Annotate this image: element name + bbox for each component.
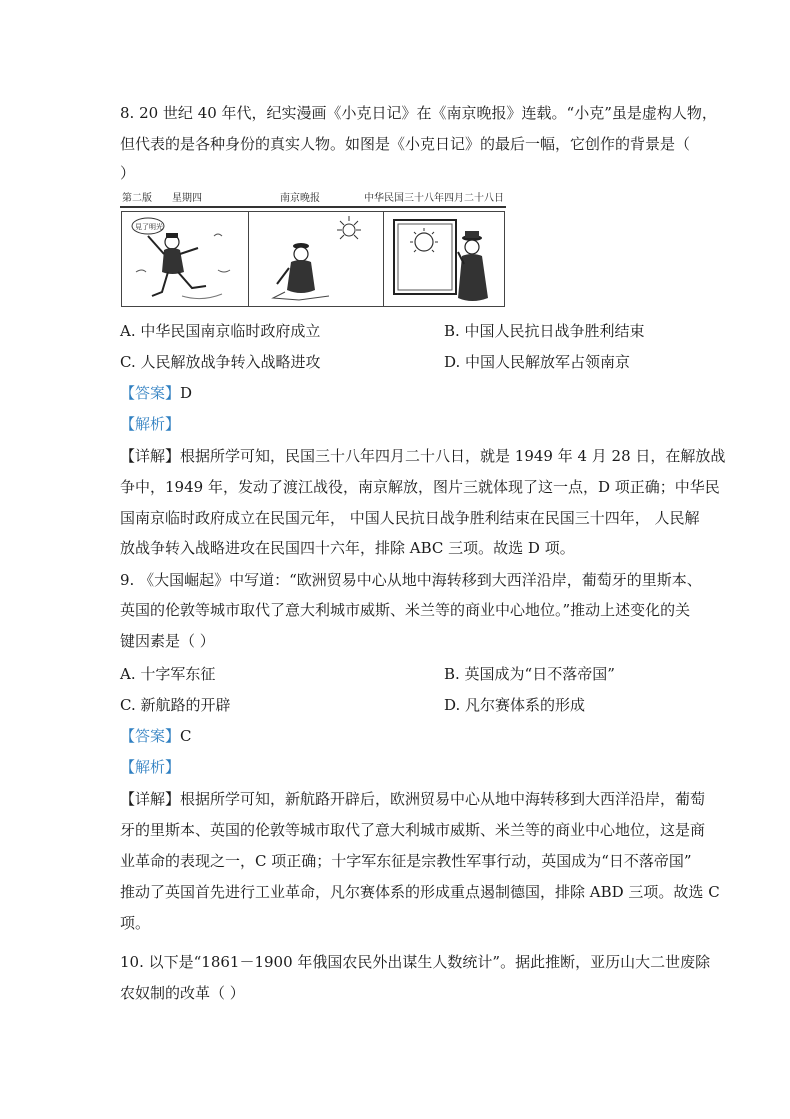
q9-detail-line-1: 【详解】根据所学可知，新航路开辟后，欧洲贸易中心从地中海转移到大西洋沿岸，葡萄: [120, 790, 706, 808]
q10-stem-line-2: 农奴制的改革（ ）: [120, 984, 245, 1002]
q8-answer-value: D: [180, 384, 193, 402]
q9-detail-line-4: 推动了英国首先进行工业革命，凡尔赛体系的形成重点遏制德国，排除 ABD 三项。故选 C: [120, 883, 720, 901]
q9-option-b[interactable]: B. 英国成为“日不落帝国”: [444, 665, 615, 683]
q8-stem-line-2: 但代表的是各种身份的真实人物。如图是《小克日记》的最后一幅，它创作的背景是（: [120, 135, 691, 153]
q9-stem-line-2: 英国的伦敦等城市取代了意大利城市威斯、米兰等的商业中心地位。”推动上述变化的关: [120, 601, 691, 619]
q10-stem-line-1: 10. 以下是“1861－1900 年俄国农民外出谋生人数统计”。据此推断，亚历山大二世废除: [120, 953, 711, 971]
q8-option-d[interactable]: D. 中国人民解放军占领南京: [444, 353, 631, 371]
q8-stem-line-1: 8. 20 世纪 40 年代，纪实漫画《小克日记》在《南京晚报》连载。“小克”虽是虚构人物，: [120, 104, 717, 122]
comic-header: [120, 191, 506, 207]
q8-answer: [120, 383, 192, 403]
q9-option-d[interactable]: D. 凡尔赛体系的形成: [444, 696, 586, 714]
comic-header-date: 中华民国三十八年四月二十八日: [364, 193, 504, 204]
q8-detail-line-2: 争中，1949 年，发动了渡江战役，南京解放，图片三就体现了这一点，D 项正确；中华民: [120, 478, 720, 496]
q8-answer-tag: 【答案】: [120, 384, 181, 402]
q9-answer-value: C: [180, 727, 192, 745]
dancing-figure-drawing: [122, 212, 248, 306]
q9-stem-line-1: 9. 《大国崛起》中写道：“欧洲贸易中心从地中海转移到大西洋沿岸，葡萄牙的里斯本、: [120, 571, 702, 589]
figure-at-window-drawing: [384, 212, 504, 306]
q9-analysis-tag: 【解析】: [120, 758, 181, 776]
comic-header-page: 第二版: [122, 193, 152, 204]
comic-speech-bubble: 見了明光: [135, 223, 163, 231]
figure-with-lamp-drawing: [249, 212, 383, 306]
q8-detail-line-1: 【详解】根据所学可知，民国三十八年四月二十八日，就是 1949 年 4 月 28 日，在解放战: [120, 447, 726, 465]
q8-option-b[interactable]: B. 中国人民抗日战争胜利结束: [444, 322, 645, 340]
q9-answer-tag: 【答案】: [120, 727, 181, 745]
comic-header-day: 星期四: [172, 193, 202, 204]
q8-option-c[interactable]: C. 人民解放战争转入战略进攻: [120, 353, 321, 371]
comic-panel-2: [249, 212, 384, 306]
comic-header-rule: [120, 206, 506, 208]
q9-detail-line-2: 牙的里斯本、英国的伦敦等城市取代了意大利城市威斯、米兰等的商业中心地位，这是商: [120, 821, 706, 839]
q9-detail-line-5: 项。: [120, 914, 151, 932]
comic-strip: [120, 191, 506, 308]
comic-panel-3: [384, 212, 504, 306]
q9-detail-line-3: 业革命的表现之一，C 项正确；十字军东征是宗教性军事行动，英国成为“日不落帝国”: [120, 852, 692, 870]
q8-analysis-tag: 【解析】: [120, 415, 181, 433]
q9-answer: [120, 726, 192, 746]
comic-panel-1: [122, 212, 249, 306]
q9-stem-line-3: 键因素是（ ）: [120, 632, 215, 650]
comic-panels: [121, 211, 505, 307]
q9-option-c[interactable]: C. 新航路的开辟: [120, 696, 231, 714]
q8-option-a[interactable]: A. 中华民国南京临时政府成立: [120, 322, 321, 340]
q9-option-a[interactable]: A. 十字军东征: [120, 665, 216, 683]
q8-detail-line-3: 国南京临时政府成立在民国元年， 中国人民抗日战争胜利结束在民国三十四年， 人民解: [120, 509, 700, 527]
comic-header-paper: 南京晚报: [280, 193, 320, 204]
q8-detail-line-4: 放战争转入战略进攻在民国四十六年，排除 ABC 三项。故选 D 项。: [120, 539, 575, 557]
q8-stem-line-3: ）: [120, 164, 136, 182]
